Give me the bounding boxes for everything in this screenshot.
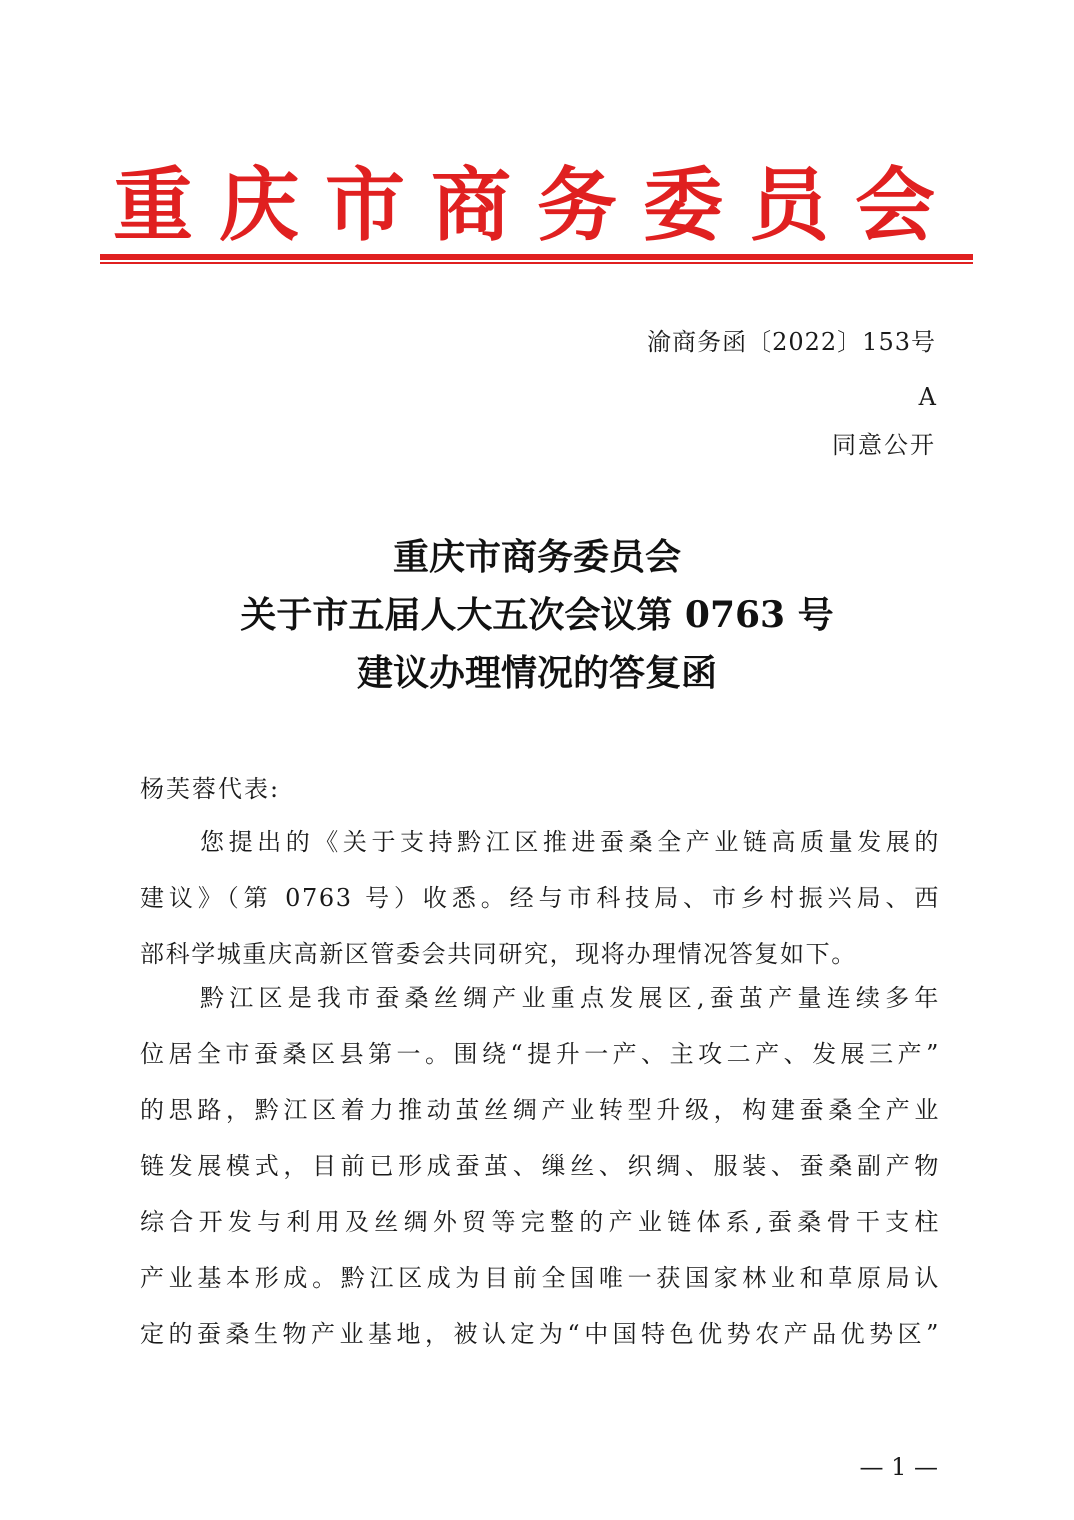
paragraph-1: [140, 814, 940, 982]
paragraph-line: 的思路，黔江区着力推动茧丝绸产业转型升级，构建蚕桑全产业: [140, 1096, 940, 1124]
page-number: — 1 —: [859, 1453, 938, 1481]
red-divider-thick: [100, 254, 973, 260]
title-line-2: 关于市五届人大五次会议第 0763 号: [240, 594, 834, 636]
paragraph-line: 黔江区是我市蚕桑丝绸产业重点发展区,蚕茧产量连续多年: [200, 984, 940, 1012]
document-number: 渝商务函〔2022〕153号: [647, 328, 936, 356]
title-line-3: 建议办理情况的答复函: [356, 652, 717, 694]
paragraph-line: 您提出的《关于支持黔江区推进蚕桑全产业链高质量发展的: [200, 828, 940, 856]
paragraph-2: [140, 970, 940, 1362]
title-line-1: 重庆市商务委员会: [392, 536, 681, 578]
salutation: 杨芙蓉代表:: [140, 775, 281, 803]
red-divider-thin: [100, 262, 973, 264]
paragraph-line: 综合开发与利用及丝绸外贸等完整的产业链体系,蚕桑骨干支柱: [140, 1208, 940, 1236]
paragraph-line: 建议》（第 0763 号）收悉。经与市科技局、市乡村振兴局、西: [140, 884, 940, 912]
masthead-title: 重庆市商务委员会: [113, 158, 961, 252]
paragraph-line: 位居全市蚕桑区县第一。围绕“提升一产、主攻二产、发展三产”: [140, 1040, 940, 1068]
paragraph-line: 部科学城重庆高新区管委会共同研究，现将办理情况答复如下。: [140, 940, 857, 968]
paragraph-line: 产业基本形成。黔江区成为目前全国唯一获国家林业和草原局认: [140, 1264, 940, 1292]
paragraph-line: 定的蚕桑生物产业基地，被认定为“中国特色优势农产品优势区”: [140, 1320, 940, 1348]
paragraph-line: 链发展模式，目前已形成蚕茧、缫丝、织绸、服装、蚕桑副产物: [140, 1152, 940, 1180]
document-title: [100, 528, 974, 702]
document-grade: A: [918, 383, 936, 411]
disclosure-status: 同意公开: [832, 431, 936, 459]
